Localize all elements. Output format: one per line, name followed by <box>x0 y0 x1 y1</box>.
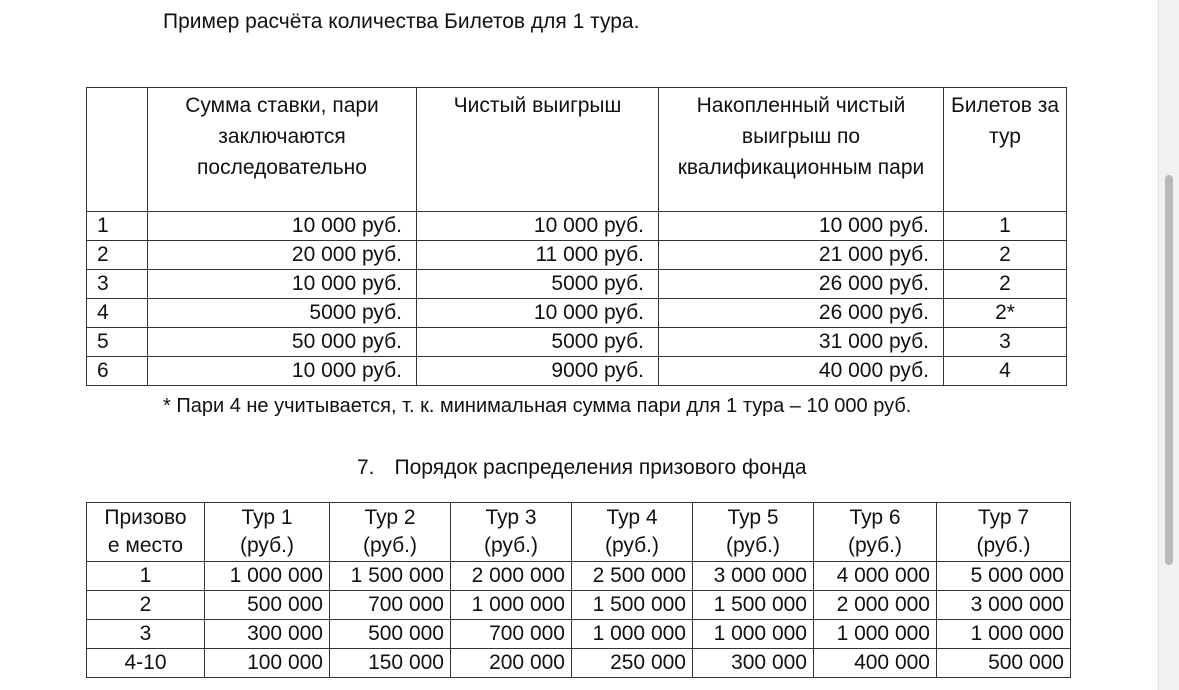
table-row <box>87 562 1071 591</box>
table-row <box>87 212 1067 241</box>
prize-cell: 1 000 000 <box>451 591 572 620</box>
header-line: (руб.) <box>239 534 295 557</box>
header-cell-tour-1 <box>205 503 330 562</box>
table-row <box>87 591 1071 620</box>
table-cell: 5000 руб. <box>417 328 659 357</box>
table-cell: 4 <box>944 357 1067 386</box>
prize-cell: 1 500 000 <box>330 562 451 591</box>
table-row <box>87 299 1067 328</box>
table-cell: 10 000 руб. <box>659 212 944 241</box>
header-cell-tour-5 <box>693 503 814 562</box>
header-cell-index <box>87 88 148 212</box>
table-cell: 6 <box>87 357 148 386</box>
header-line: Призово <box>104 506 187 529</box>
table-row <box>87 270 1067 299</box>
header-line: Тур 3 <box>485 506 537 529</box>
header-cell-tour-3 <box>451 503 572 562</box>
table-cell: 2 <box>944 270 1067 299</box>
table-cell: 11 000 руб. <box>417 241 659 270</box>
header-cell-tickets: Билетов за тур <box>944 88 1067 212</box>
footnote: * Пари 4 не учитывается, т. к. минимальная сумма пари для 1 тура – 10 000 руб. <box>163 395 912 417</box>
header-line: (руб.) <box>362 534 418 557</box>
prize-cell: 3 000 000 <box>937 591 1071 620</box>
header-line: (руб.) <box>725 534 781 557</box>
prize-cell: 4 000 000 <box>814 562 937 591</box>
table-cell: 9000 руб. <box>417 357 659 386</box>
prize-cell: 100 000 <box>205 649 330 678</box>
section2-title: Порядок распределения призового фонда <box>394 456 807 479</box>
table-cell: 40 000 руб. <box>659 357 944 386</box>
prize-cell: 500 000 <box>937 649 1071 678</box>
section-number: 7. <box>357 456 375 479</box>
table-row <box>87 241 1067 270</box>
table-cell: 2 <box>944 241 1067 270</box>
prize-cell: 2 000 000 <box>451 562 572 591</box>
section2-heading <box>357 456 807 480</box>
place-cell: 4-10 <box>87 649 205 678</box>
header-cell-net-win: Чистый выигрыш <box>417 88 659 212</box>
prize-distribution-table <box>86 502 1071 678</box>
tickets-table-body <box>87 212 1067 386</box>
table-cell: 3 <box>944 328 1067 357</box>
prize-cell: 700 000 <box>451 620 572 649</box>
table-cell: 2 <box>87 241 148 270</box>
header-line: Тур 6 <box>849 506 901 529</box>
table-cell: 3 <box>87 270 148 299</box>
header-cell-tour-2 <box>330 503 451 562</box>
section1-title: Пример расчёта количества Билетов для 1 тура. <box>163 10 640 33</box>
prize-cell: 1 000 000 <box>572 620 693 649</box>
prize-cell: 700 000 <box>330 591 451 620</box>
table-cell: 1 <box>87 212 148 241</box>
prize-cell: 1 000 000 <box>937 620 1071 649</box>
table-row <box>87 357 1067 386</box>
table-cell: 26 000 руб. <box>659 270 944 299</box>
prize-cell: 5 000 000 <box>937 562 1071 591</box>
header-line: Тур 7 <box>977 506 1030 529</box>
table-cell: 2* <box>944 299 1067 328</box>
table-cell: 10 000 руб. <box>148 212 417 241</box>
header-cell-tour-4 <box>572 503 693 562</box>
table-cell: 26 000 руб. <box>659 299 944 328</box>
header-cell-tour-7 <box>937 503 1071 562</box>
prize-cell: 150 000 <box>330 649 451 678</box>
prize-cell: 1 000 000 <box>205 562 330 591</box>
table-cell: 10 000 руб. <box>148 357 417 386</box>
header-cell-bet-amount: Сумма ставки, пари заключаются последовательно <box>148 88 417 212</box>
header-line: Тур 4 <box>606 506 658 529</box>
prize-cell: 250 000 <box>572 649 693 678</box>
scrollbar-thumb[interactable] <box>1165 175 1173 565</box>
table-row <box>87 328 1067 357</box>
prize-cell: 500 000 <box>330 620 451 649</box>
place-cell: 3 <box>87 620 205 649</box>
prize-cell: 2 000 000 <box>814 591 937 620</box>
table-cell: 31 000 руб. <box>659 328 944 357</box>
header-line: Тур 1 <box>241 506 293 529</box>
header-line: (руб.) <box>604 534 660 557</box>
table-cell: 10 000 руб. <box>417 299 659 328</box>
prize-cell: 300 000 <box>693 649 814 678</box>
table-cell: 50 000 руб. <box>148 328 417 357</box>
table-cell: 5 <box>87 328 148 357</box>
table-cell: 5000 руб. <box>148 299 417 328</box>
header-cell-tour-6 <box>814 503 937 562</box>
table-cell: 1 <box>944 212 1067 241</box>
prize-cell: 300 000 <box>205 620 330 649</box>
place-cell: 1 <box>87 562 205 591</box>
header-line: е место <box>107 534 184 557</box>
prize-cell: 400 000 <box>814 649 937 678</box>
table-cell: 4 <box>87 299 148 328</box>
tickets-calculation-table <box>86 87 1067 386</box>
prize-cell: 3 000 000 <box>693 562 814 591</box>
table-row <box>87 649 1071 678</box>
prize-cell: 1 500 000 <box>572 591 693 620</box>
prize-cell: 2 500 000 <box>572 562 693 591</box>
table-cell: 10 000 руб. <box>417 212 659 241</box>
prize-cell: 1 000 000 <box>814 620 937 649</box>
header-line: (руб.) <box>976 534 1031 557</box>
header-cell-accumulated-win: Накопленный чистый выигрыш по квалификационным пари <box>659 88 944 212</box>
table-cell: 20 000 руб. <box>148 241 417 270</box>
prize-cell: 1 000 000 <box>693 620 814 649</box>
table-header-row <box>87 503 1071 562</box>
prize-table-body <box>87 562 1071 678</box>
prize-cell: 500 000 <box>205 591 330 620</box>
table-row <box>87 620 1071 649</box>
table-cell: 5000 руб. <box>417 270 659 299</box>
table-cell: 21 000 руб. <box>659 241 944 270</box>
table-cell: 10 000 руб. <box>148 270 417 299</box>
header-line: (руб.) <box>483 534 539 557</box>
header-cell-place <box>87 503 205 562</box>
vertical-scrollbar[interactable] <box>1158 0 1179 690</box>
prize-cell: 200 000 <box>451 649 572 678</box>
prize-cell: 1 500 000 <box>693 591 814 620</box>
header-line: Тур 5 <box>727 506 779 529</box>
header-line: (руб.) <box>847 534 903 557</box>
table-header-row <box>87 88 1067 212</box>
header-line: Тур 2 <box>364 506 416 529</box>
place-cell: 2 <box>87 591 205 620</box>
